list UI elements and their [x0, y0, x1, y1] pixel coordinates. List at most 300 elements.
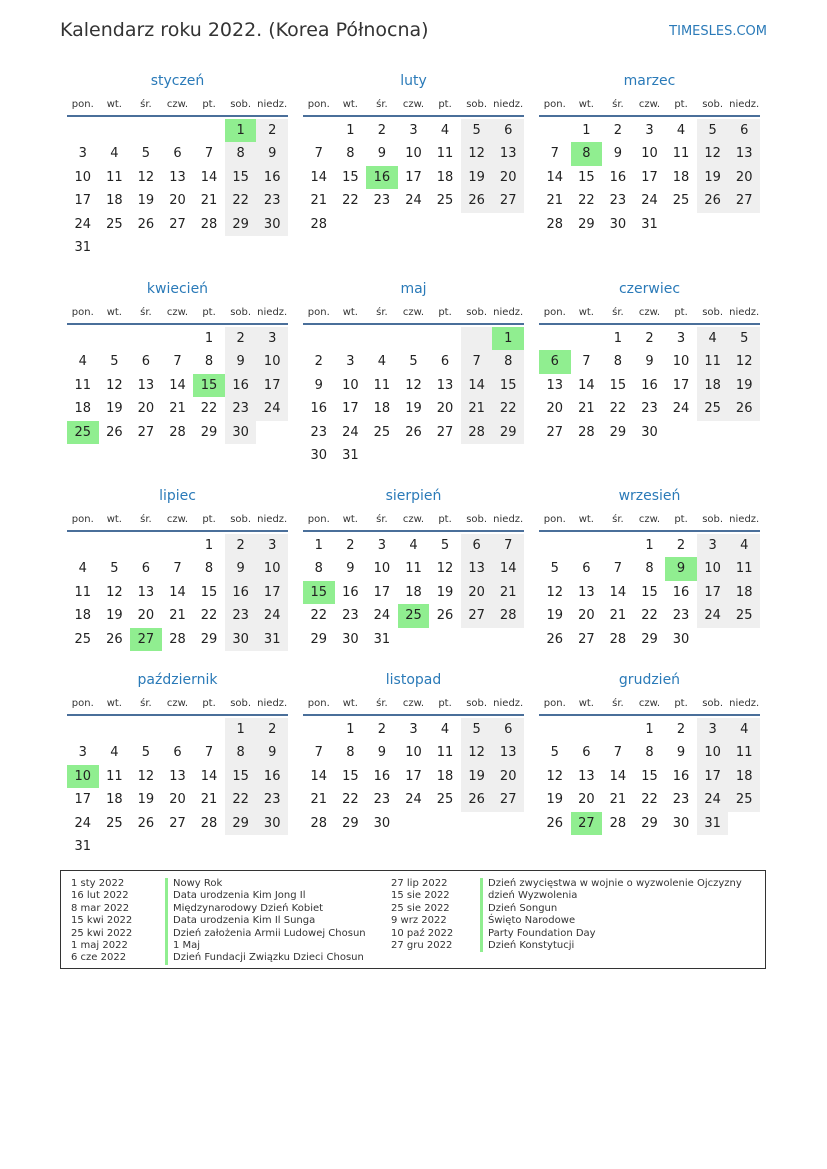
legend-holiday-name: Międzynarodowy Dzień Kobiet	[165, 903, 366, 915]
month-name: wrzesień	[618, 488, 681, 504]
day-cell: 30	[609, 216, 627, 232]
day-cell: 4	[440, 722, 450, 737]
day-cell: 13	[436, 377, 454, 393]
day-cell: 19	[697, 166, 729, 189]
day-grid	[67, 327, 288, 444]
day-cell: 5	[728, 327, 760, 350]
weekday-label: niedz.	[729, 307, 760, 318]
day-cell: 16	[672, 768, 690, 784]
day-cell: 15	[225, 166, 257, 189]
day-cell: 10	[373, 561, 391, 577]
day-cell: 10	[342, 377, 359, 393]
day-cell: 9	[645, 354, 654, 370]
day-cell: 29	[641, 631, 658, 647]
day-cell: 10	[641, 146, 658, 162]
day-cell: 5	[409, 354, 418, 370]
day-cell: 22	[609, 401, 627, 417]
empty-cell	[429, 327, 461, 350]
weekday-label: sob.	[466, 514, 488, 525]
day-cell: 26	[697, 189, 729, 212]
day-cell: 6	[728, 119, 760, 142]
legend-date: 1 maj 2022	[71, 939, 128, 951]
day-cell: 28	[578, 424, 595, 440]
weekday-label: czw.	[166, 514, 189, 525]
day-cell: 4	[697, 327, 729, 350]
weekday-label: pon.	[543, 698, 566, 709]
month-block	[539, 278, 760, 444]
weekday-header	[303, 97, 524, 117]
weekday-label: wt.	[342, 99, 358, 110]
day-grid	[303, 327, 524, 467]
day-cell: 17	[256, 581, 288, 604]
day-cell: 18	[106, 193, 123, 209]
weekday-label: wt.	[106, 514, 122, 525]
legend-date: 25 sie 2022	[391, 902, 450, 914]
day-cell: 26	[546, 631, 564, 647]
day-grid	[539, 119, 760, 236]
day-cell: 15	[492, 374, 524, 397]
day-cell: 14	[169, 377, 186, 393]
day-cell: 6	[440, 354, 450, 370]
holiday-day: 10	[67, 765, 99, 788]
day-cell: 26	[461, 788, 493, 811]
legend-date: 6 cze 2022	[71, 952, 127, 964]
month-block	[303, 485, 524, 651]
weekday-label: śr.	[612, 698, 624, 709]
weekday-label: pon.	[307, 307, 330, 318]
day-cell: 12	[697, 142, 729, 165]
holiday-day: 27	[130, 628, 162, 651]
month-block	[303, 278, 524, 467]
day-cell: 27	[728, 189, 760, 212]
empty-cell	[162, 718, 194, 741]
day-cell: 6	[492, 119, 524, 142]
holiday-day: 1	[225, 119, 257, 142]
day-cell: 7	[204, 745, 214, 761]
day-cell: 28	[310, 815, 328, 831]
day-cell: 29	[578, 216, 595, 232]
day-cell: 5	[110, 354, 119, 370]
day-cell: 28	[169, 631, 186, 647]
day-cell: 6	[461, 534, 493, 557]
day-cell: 13	[578, 768, 595, 784]
day-cell: 21	[609, 608, 627, 624]
weekday-label: niedz.	[729, 514, 760, 525]
day-cell: 17	[342, 401, 359, 417]
day-cell: 14	[310, 169, 328, 185]
day-cell: 12	[461, 142, 493, 165]
day-cell: 19	[137, 792, 155, 808]
weekday-label: śr.	[612, 99, 624, 110]
day-cell: 15	[342, 169, 359, 185]
day-cell: 17	[373, 584, 391, 600]
weekday-label: wt.	[106, 698, 122, 709]
legend-date: 8 mar 2022	[71, 902, 130, 914]
day-cell: 30	[225, 628, 257, 651]
day-cell: 20	[436, 401, 454, 417]
legend-date: 16 lut 2022	[71, 890, 129, 902]
day-cell: 17	[697, 765, 729, 788]
site-link[interactable]: TIMESLES.COM	[669, 24, 767, 39]
day-cell: 1	[346, 722, 355, 737]
holiday-day: 25	[67, 421, 99, 444]
day-cell: 13	[546, 377, 564, 393]
legend-date: 15 kwi 2022	[71, 915, 133, 927]
weekday-label: niedz.	[729, 99, 760, 110]
weekday-header	[67, 97, 288, 117]
day-cell: 10	[405, 146, 422, 162]
day-cell: 27	[169, 815, 186, 831]
day-cell: 29	[342, 815, 359, 831]
day-cell: 20	[461, 581, 493, 604]
day-cell: 9	[613, 146, 623, 162]
month-block	[539, 669, 760, 835]
day-cell: 8	[346, 745, 355, 761]
holiday-day: 27	[571, 812, 603, 835]
day-cell: 12	[137, 169, 155, 185]
day-cell: 5	[550, 745, 559, 761]
day-cell: 4	[78, 354, 87, 370]
day-cell: 19	[461, 166, 493, 189]
day-cell: 11	[106, 169, 123, 185]
day-cell: 19	[106, 401, 123, 417]
holiday-legend	[60, 870, 766, 969]
day-cell: 15	[225, 765, 257, 788]
day-cell: 4	[78, 561, 87, 577]
day-grid	[67, 718, 288, 858]
month-name: grudzień	[618, 672, 681, 688]
weekday-label: pon.	[71, 307, 94, 318]
day-cell: 22	[225, 788, 257, 811]
day-cell: 2	[645, 331, 654, 346]
day-cell: 11	[697, 350, 729, 373]
day-cell: 3	[377, 538, 387, 553]
day-cell: 30	[373, 815, 391, 831]
day-cell: 16	[256, 166, 288, 189]
empty-cell	[193, 718, 225, 741]
day-cell: 29	[225, 213, 257, 236]
day-cell: 16	[310, 401, 328, 417]
day-cell: 23	[672, 608, 690, 624]
weekday-label: niedz.	[257, 307, 288, 318]
weekday-label: śr.	[376, 307, 388, 318]
weekday-label: sob.	[466, 307, 488, 318]
day-cell: 25	[728, 788, 760, 811]
day-cell: 6	[141, 561, 151, 577]
day-cell: 1	[314, 538, 323, 553]
weekday-label: czw.	[402, 698, 425, 709]
day-cell: 6	[141, 354, 151, 370]
day-cell: 18	[672, 169, 690, 185]
weekday-label: niedz.	[493, 307, 524, 318]
day-cell: 7	[492, 534, 524, 557]
legend-date: 10 paź 2022	[391, 927, 454, 939]
month-name: lipiec	[159, 488, 196, 504]
weekday-label: wt.	[578, 514, 594, 525]
day-cell: 19	[436, 584, 454, 600]
weekday-label: pon.	[71, 99, 94, 110]
day-cell: 11	[405, 561, 422, 577]
day-cell: 13	[492, 741, 524, 764]
day-cell: 9	[314, 377, 323, 393]
day-cell: 7	[613, 561, 623, 577]
legend-holiday-name: Data urodzenia Kim Il Sunga	[165, 915, 366, 927]
empty-cell	[99, 534, 131, 557]
empty-cell	[67, 534, 99, 557]
day-cell: 13	[728, 142, 760, 165]
weekday-label: śr.	[612, 514, 624, 525]
day-cell: 1	[204, 538, 214, 553]
day-cell: 23	[373, 193, 391, 209]
weekday-label: śr.	[376, 514, 388, 525]
day-cell: 30	[342, 631, 359, 647]
month-block	[67, 70, 288, 259]
day-cell: 13	[492, 142, 524, 165]
day-cell: 2	[346, 538, 355, 553]
month-name: czerwiec	[618, 281, 681, 297]
legend-holiday-name: Święto Narodowe	[480, 915, 742, 927]
day-cell: 6	[492, 718, 524, 741]
weekday-label: pt.	[674, 514, 688, 525]
day-grid	[67, 119, 288, 259]
day-cell: 26	[546, 815, 564, 831]
legend-names-right	[480, 878, 742, 952]
day-cell: 24	[74, 815, 92, 831]
day-cell: 21	[461, 397, 493, 420]
day-cell: 4	[728, 534, 760, 557]
month-block	[67, 669, 288, 858]
day-cell: 17	[256, 374, 288, 397]
day-cell: 2	[314, 354, 323, 370]
day-cell: 24	[74, 216, 92, 232]
day-cell: 7	[550, 146, 559, 162]
day-cell: 23	[342, 608, 359, 624]
day-cell: 7	[314, 146, 323, 162]
month-name: kwiecień	[146, 281, 209, 297]
day-cell: 5	[110, 561, 119, 577]
month-block	[67, 278, 288, 444]
day-cell: 29	[310, 631, 328, 647]
day-cell: 21	[169, 608, 186, 624]
empty-cell	[602, 534, 634, 557]
day-cell: 3	[676, 331, 686, 346]
day-cell: 16	[641, 377, 658, 393]
day-cell: 25	[74, 631, 92, 647]
weekday-label: sob.	[466, 99, 488, 110]
day-cell: 19	[405, 401, 422, 417]
day-cell: 29	[200, 631, 218, 647]
day-cell: 9	[225, 350, 257, 373]
day-cell: 3	[346, 354, 355, 370]
day-cell: 6	[582, 745, 591, 761]
day-cell: 14	[200, 768, 218, 784]
day-cell: 22	[578, 193, 595, 209]
day-cell: 3	[256, 534, 288, 557]
day-cell: 17	[697, 581, 729, 604]
day-cell: 28	[310, 216, 328, 232]
day-cell: 23	[256, 788, 288, 811]
month-name: sierpień	[385, 488, 442, 504]
weekday-label: czw.	[166, 99, 189, 110]
weekday-label: czw.	[638, 307, 661, 318]
day-cell: 25	[697, 397, 729, 420]
day-cell: 13	[169, 768, 186, 784]
day-cell: 27	[169, 216, 186, 232]
day-cell: 2	[377, 123, 387, 138]
day-cell: 13	[137, 584, 155, 600]
weekday-label: pon.	[71, 514, 94, 525]
weekday-label: wt.	[342, 698, 358, 709]
day-grid	[67, 534, 288, 651]
day-cell: 13	[137, 377, 155, 393]
day-cell: 16	[342, 584, 359, 600]
weekday-label: pon.	[307, 99, 330, 110]
day-cell: 26	[137, 815, 155, 831]
day-cell: 15	[200, 584, 218, 600]
day-cell: 2	[676, 538, 686, 553]
weekday-label: niedz.	[493, 99, 524, 110]
holiday-day: 15	[193, 374, 225, 397]
day-cell: 29	[492, 421, 524, 444]
day-cell: 28	[461, 421, 493, 444]
weekday-label: pon.	[71, 698, 94, 709]
day-cell: 22	[492, 397, 524, 420]
month-block	[539, 485, 760, 651]
day-cell: 19	[728, 374, 760, 397]
day-cell: 2	[256, 119, 288, 142]
weekday-label: wt.	[106, 99, 122, 110]
day-cell: 23	[373, 792, 391, 808]
weekday-label: sob.	[230, 514, 252, 525]
month-block	[67, 485, 288, 651]
day-cell: 19	[461, 765, 493, 788]
day-cell: 8	[613, 354, 623, 370]
day-cell: 23	[641, 401, 658, 417]
day-cell: 16	[373, 768, 391, 784]
day-cell: 18	[436, 768, 454, 784]
day-cell: 11	[74, 377, 92, 393]
day-cell: 10	[672, 354, 690, 370]
legend-holiday-name: Party Foundation Day	[480, 928, 742, 940]
weekday-label: sob.	[702, 307, 724, 318]
weekday-label: pon.	[543, 99, 566, 110]
day-cell: 13	[578, 584, 595, 600]
day-cell: 25	[672, 193, 690, 209]
day-cell: 18	[373, 401, 391, 417]
day-cell: 12	[728, 350, 760, 373]
weekday-label: sob.	[466, 698, 488, 709]
day-cell: 22	[342, 792, 359, 808]
day-cell: 11	[672, 146, 690, 162]
day-cell: 8	[645, 561, 654, 577]
day-cell: 17	[74, 792, 92, 808]
month-name: marzec	[623, 73, 676, 89]
day-cell: 10	[405, 745, 422, 761]
day-cell: 9	[256, 741, 288, 764]
day-grid	[539, 718, 760, 835]
day-cell: 26	[405, 424, 422, 440]
day-cell: 30	[672, 815, 690, 831]
weekday-header	[303, 305, 524, 325]
weekday-header	[539, 512, 760, 532]
day-cell: 1	[645, 722, 654, 737]
month-block	[539, 70, 760, 236]
weekday-label: niedz.	[493, 698, 524, 709]
day-cell: 12	[436, 561, 454, 577]
empty-cell	[398, 327, 430, 350]
month-name: luty	[400, 73, 427, 89]
month-name: styczeń	[150, 73, 205, 89]
legend-dates-right	[391, 878, 453, 952]
page-title: Kalendarz roku 2022. (Korea Północna)	[60, 19, 429, 41]
day-cell: 13	[169, 169, 186, 185]
holiday-day: 8	[571, 142, 603, 165]
weekday-label: sob.	[230, 698, 252, 709]
empty-cell	[130, 534, 162, 557]
day-cell: 21	[609, 792, 627, 808]
day-cell: 14	[609, 768, 627, 784]
day-cell: 18	[697, 374, 729, 397]
day-cell: 24	[405, 193, 422, 209]
day-cell: 21	[200, 193, 218, 209]
day-cell: 24	[697, 604, 729, 627]
day-cell: 23	[225, 397, 257, 420]
weekday-label: niedz.	[257, 99, 288, 110]
weekday-header	[539, 305, 760, 325]
weekday-label: wt.	[342, 307, 358, 318]
weekday-label: niedz.	[729, 698, 760, 709]
legend-holiday-name: Dzień założenia Armii Ludowej Chosun	[165, 928, 366, 940]
day-cell: 2	[377, 722, 387, 737]
empty-cell	[130, 718, 162, 741]
day-cell: 7	[613, 745, 623, 761]
day-cell: 29	[641, 815, 658, 831]
empty-cell	[130, 327, 162, 350]
day-cell: 31	[74, 838, 92, 854]
day-cell: 25	[373, 424, 391, 440]
day-cell: 11	[728, 557, 760, 580]
day-cell: 6	[173, 745, 182, 761]
weekday-label: śr.	[140, 307, 152, 318]
legend-date: 1 sty 2022	[71, 878, 125, 889]
day-cell: 21	[200, 792, 218, 808]
day-cell: 15	[342, 768, 359, 784]
day-cell: 9	[256, 142, 288, 165]
legend-holiday-name: Data urodzenia Kim Jong Il	[165, 890, 366, 902]
day-cell: 25	[436, 193, 454, 209]
day-cell: 10	[74, 169, 92, 185]
day-cell: 5	[141, 146, 151, 162]
day-cell: 28	[546, 216, 564, 232]
day-cell: 24	[405, 792, 422, 808]
weekday-label: wt.	[578, 698, 594, 709]
weekday-label: śr.	[612, 307, 624, 318]
day-cell: 8	[346, 146, 355, 162]
day-cell: 1	[582, 123, 591, 138]
day-cell: 20	[137, 401, 155, 417]
weekday-label: czw.	[638, 514, 661, 525]
day-cell: 26	[728, 397, 760, 420]
day-cell: 23	[256, 189, 288, 212]
legend-holiday-name: Dzień zwycięstwa w wojnie o wyzwolenie Ojczyzny	[480, 878, 742, 890]
day-cell: 18	[106, 792, 123, 808]
empty-cell	[335, 327, 367, 350]
legend-holiday-name: Nowy Rok	[165, 878, 366, 890]
day-cell: 30	[256, 213, 288, 236]
day-cell: 28	[492, 604, 524, 627]
day-cell: 31	[74, 239, 92, 255]
day-cell: 12	[137, 768, 155, 784]
